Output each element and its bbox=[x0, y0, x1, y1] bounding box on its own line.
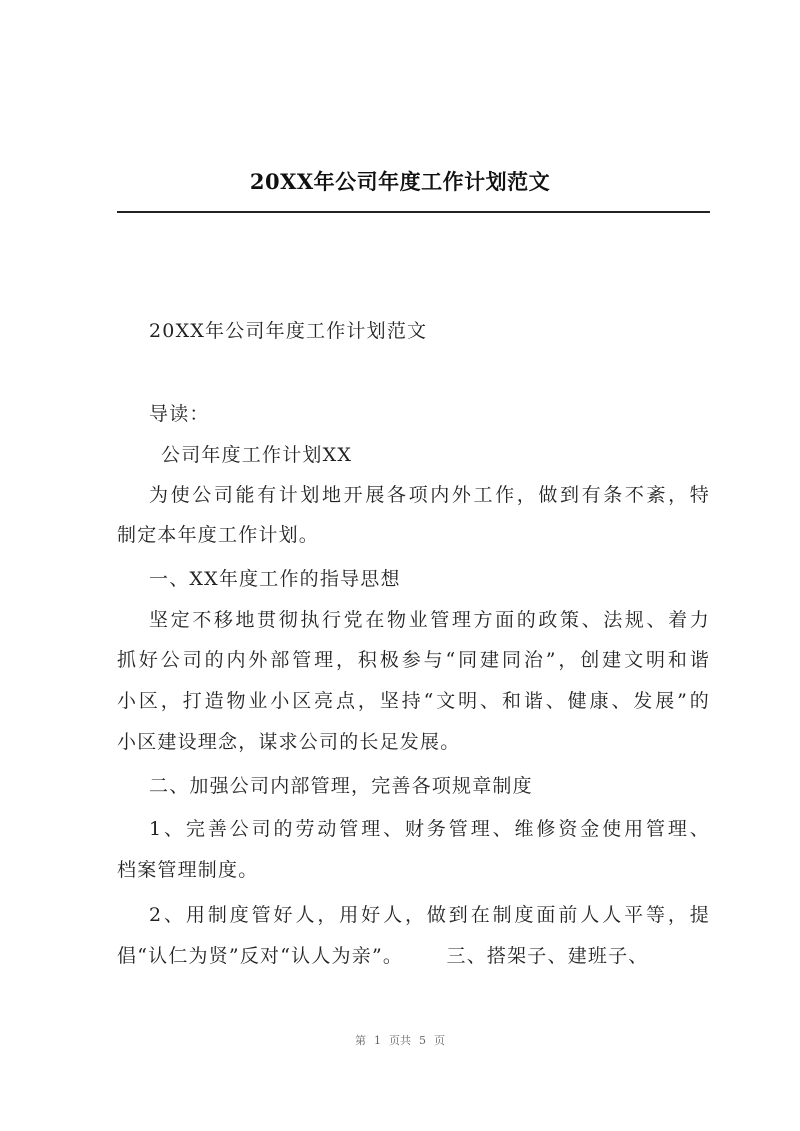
item-2-line-2: 倡“认仁为贤”反对“认人为亲”。 三、搭架子、建班子、 bbox=[117, 945, 649, 967]
intro-line-1: 为使公司能有计划地开展各项内外工作，做到有条不紊，特 bbox=[149, 484, 710, 506]
section-1-line-1: 坚定不移地贯彻执行党在物业管理方面的政策、法规、着力 bbox=[149, 609, 710, 631]
header-title: 20XX年公司年度工作计划范文 bbox=[249, 169, 551, 194]
item-1-line-2: 档案管理制度。 bbox=[117, 859, 259, 881]
footer-total-pages: 5 bbox=[419, 1034, 426, 1047]
section-1-line-2: 抓好公司的内外部管理，积极参与“同建同治”，创建文明和谐 bbox=[117, 649, 710, 671]
section-1-heading: 一、XX年度工作的指导思想 bbox=[149, 568, 401, 590]
section-2-heading: 二、加强公司内部管理，完善各项规章制度 bbox=[149, 775, 533, 797]
footer-middle: 页共 bbox=[389, 1034, 411, 1047]
section-1-line-4: 小区建设理念，谋求公司的长足发展。 bbox=[117, 731, 461, 753]
document-subtitle: 公司年度工作计划XX bbox=[161, 444, 353, 466]
header-divider bbox=[117, 211, 710, 213]
footer-suffix: 页 bbox=[434, 1034, 445, 1047]
intro-line-2: 制定本年度工作计划。 bbox=[117, 524, 320, 546]
item-1-line-1: 1、完善公司的劳动管理、财务管理、维修资金使用管理、 bbox=[149, 818, 710, 840]
item-2-line-1: 2、用制度管好人，用好人，做到在制度面前人人平等，提 bbox=[149, 904, 710, 926]
page-footer bbox=[0, 1032, 800, 1048]
section-1-line-3: 小区，打造物业小区亮点，坚持“文明、和谐、健康、发展”的 bbox=[117, 690, 710, 712]
guide-label: 导读： bbox=[149, 403, 210, 425]
document-title: 20XX年公司年度工作计划范文 bbox=[149, 320, 428, 342]
footer-current-page: 1 bbox=[374, 1034, 381, 1047]
footer-prefix: 第 bbox=[355, 1034, 366, 1047]
